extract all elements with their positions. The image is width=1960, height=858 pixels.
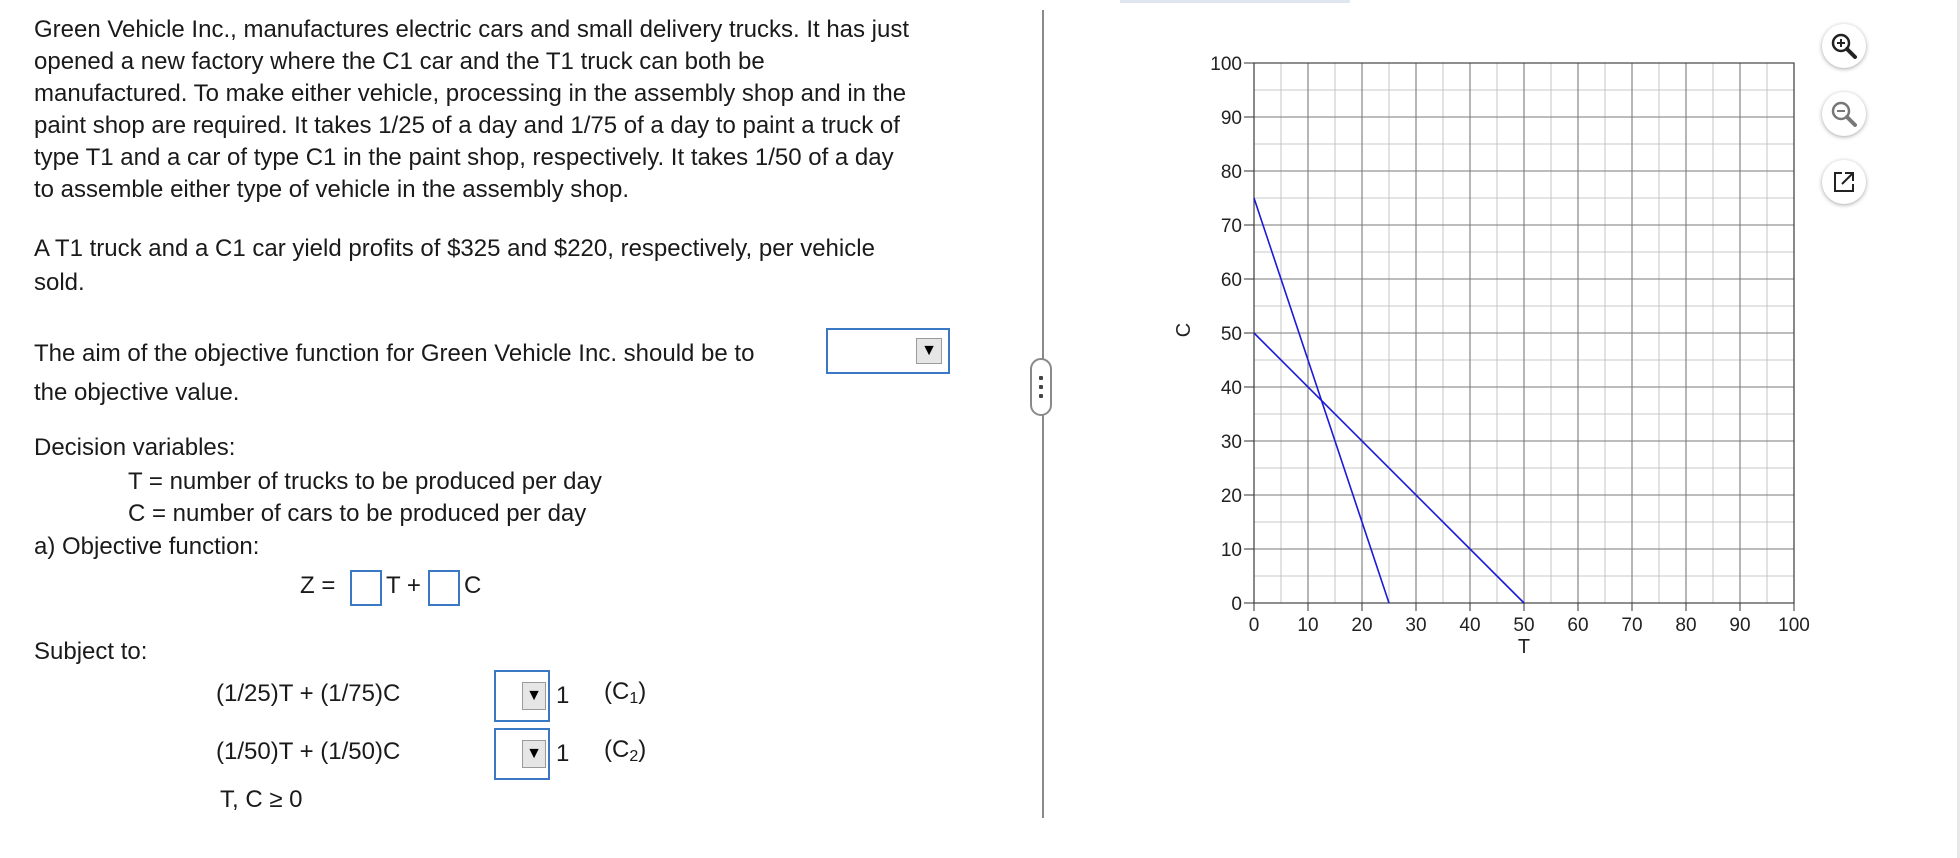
grip-dot-icon — [1039, 394, 1043, 398]
c-term: C — [464, 572, 482, 599]
problem-line: type T1 and a car of type C1 in the paint shop, respectively. It takes 1/50 of a day — [34, 144, 894, 171]
x-tick-label: 90 — [1729, 615, 1751, 636]
y-tick-label: 20 — [1220, 486, 1242, 507]
profit-statement — [34, 232, 1004, 300]
profit-line: A T1 truck and a C1 car yield profits of $325 and $220, respectively, per vehicle — [34, 235, 875, 262]
top-decoration — [1120, 0, 1350, 3]
constraint-2-rhs: 1 — [556, 740, 570, 767]
y-tick-label: 100 — [1210, 54, 1242, 75]
problem-line: paint shop are required. It takes 1/25 of a day and 1/75 of a day to paint a truck of — [34, 112, 900, 139]
zoom-in-button[interactable] — [1822, 24, 1866, 68]
problem-line: to assemble either type of vehicle in the assembly shop. — [34, 176, 629, 203]
problem-line: opened a new factory where the C1 car and the T1 truck can both be — [34, 48, 765, 75]
problem-line: manufactured. To make either vehicle, processing in the assembly shop and in the — [34, 80, 907, 107]
x-tick-label: 80 — [1675, 615, 1697, 636]
axis-ticks — [1244, 63, 1794, 611]
x-tick-label: 30 — [1405, 615, 1427, 636]
constraint-1-label: $(C_1)$ — [604, 678, 647, 707]
coefficient-c-input[interactable] — [428, 570, 460, 606]
y-tick-label: 70 — [1220, 216, 1242, 237]
x-tick-label: 60 — [1567, 615, 1589, 636]
nonnegativity-constraint: T, C ≥ 0 — [220, 786, 303, 813]
x-tick-label: 20 — [1351, 615, 1373, 636]
zoom-out-icon — [1829, 99, 1859, 129]
constraint-1-rhs: 1 — [556, 682, 570, 709]
y-tick-label: 0 — [1231, 594, 1242, 615]
profit-line: sold. — [34, 269, 85, 296]
constraint-2-label: $(C_2)$ — [604, 736, 647, 765]
zoom-out-button[interactable] — [1822, 92, 1866, 136]
aim-dropdown[interactable] — [826, 328, 950, 374]
popout-button[interactable] — [1822, 160, 1866, 204]
y-tick-label: 40 — [1220, 378, 1242, 399]
feasible-region-graph — [1160, 40, 1820, 680]
x-tick-label: 100 — [1778, 615, 1810, 636]
constraint-1-inequality-dropdown[interactable] — [494, 670, 550, 722]
grip-dot-icon — [1039, 376, 1043, 380]
x-axis-label: T — [1517, 636, 1531, 658]
y-tick-label: 30 — [1220, 432, 1242, 453]
grip-dot-icon — [1039, 385, 1043, 389]
constraint-2-inequality-dropdown[interactable] — [494, 728, 550, 780]
decision-variable-t: T = number of trucks to be produced per day — [128, 468, 602, 495]
pane-resize-handle[interactable] — [1030, 358, 1052, 416]
y-tick-label: 50 — [1220, 324, 1242, 345]
x-tick-label: 0 — [1248, 615, 1260, 636]
y-tick-label: 10 — [1220, 540, 1242, 561]
popout-icon — [1830, 168, 1858, 196]
x-tick-label: 70 — [1621, 615, 1643, 636]
zoom-in-icon — [1829, 31, 1859, 61]
dropdown-arrow-icon[interactable]: ▼ — [916, 338, 942, 364]
problem-statement — [34, 14, 1004, 206]
objective-heading: a) Objective function: — [34, 533, 260, 560]
y-axis-label: C — [1173, 322, 1195, 338]
constraint-2-expression: (1/50)T + (1/50)C — [216, 738, 401, 765]
x-tick-label: 50 — [1513, 615, 1535, 636]
x-tick-label: 10 — [1297, 615, 1319, 636]
aim-question: The aim of the objective function for Green Vehicle Inc. should be to — [34, 340, 755, 367]
y-tick-label: 80 — [1220, 162, 1242, 183]
z-label: Z = — [300, 572, 336, 599]
decision-variable-c: C = number of cars to be produced per day — [128, 500, 587, 527]
y-tick-label: 60 — [1220, 270, 1242, 291]
constraint-1-expression: (1/25)T + (1/75)C — [216, 680, 401, 707]
aim-question-continued: the objective value. — [34, 379, 240, 406]
coefficient-t-input[interactable] — [350, 570, 382, 606]
dropdown-arrow-icon[interactable]: ▼ — [522, 682, 546, 710]
dropdown-arrow-icon[interactable]: ▼ — [522, 740, 546, 768]
x-tick-label: 40 — [1459, 615, 1481, 636]
subject-to-heading: Subject to: — [34, 638, 148, 665]
t-term: T + — [386, 572, 421, 599]
y-tick-label: 90 — [1220, 108, 1242, 129]
decision-variables-heading: Decision variables: — [34, 434, 236, 461]
problem-line: Green Vehicle Inc., manufactures electric cars and small delivery trucks. It has just — [34, 16, 910, 43]
